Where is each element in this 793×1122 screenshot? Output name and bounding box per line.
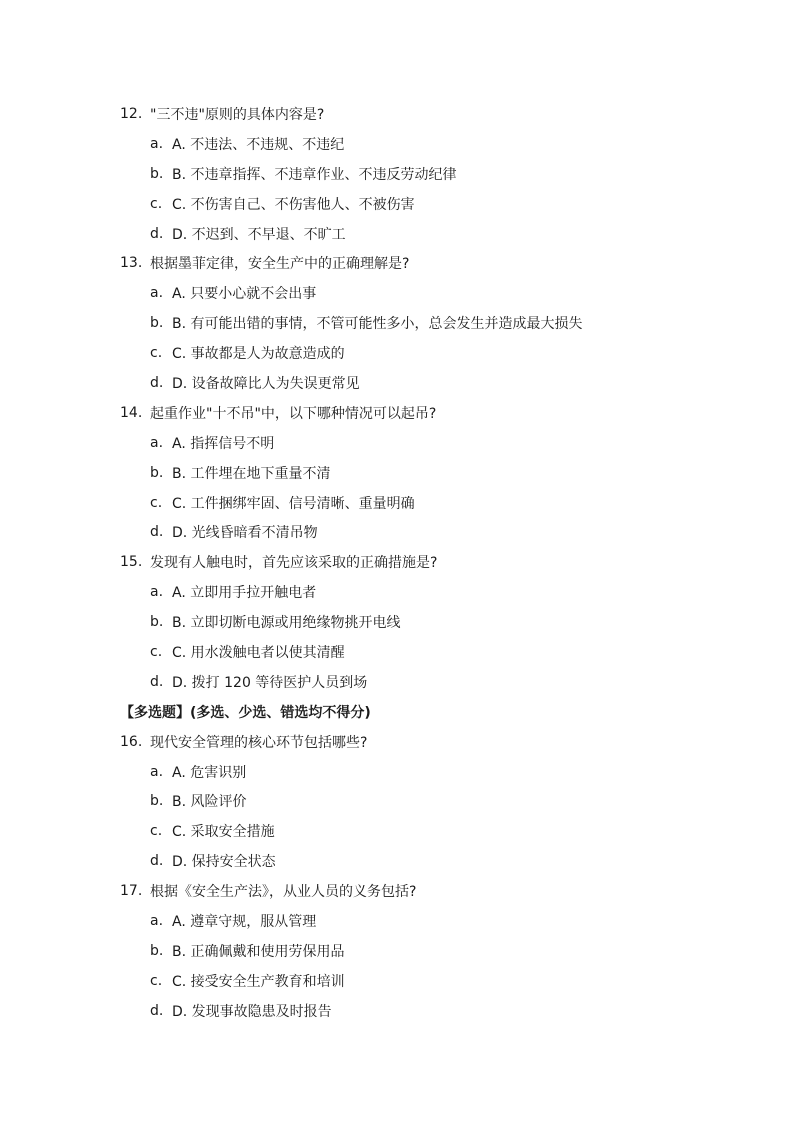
option-letter: d. bbox=[150, 374, 164, 391]
option-text: C. 工件捆绑牢固、信号清晰、重量明确 bbox=[172, 495, 415, 512]
question-text: 根据墨菲定律，安全生产中的正确理解是? bbox=[150, 256, 410, 273]
question-text: "三不违"原则的具体内容是? bbox=[150, 106, 325, 123]
option-letter: c. bbox=[150, 643, 163, 660]
option-letter: b. bbox=[150, 942, 164, 959]
question-text: 现代安全管理的核心环节包括哪些? bbox=[150, 734, 368, 751]
option-text: C. 不伤害自己、不伤害他人、不被伤害 bbox=[172, 196, 415, 213]
option-text: D. 发现事故隐患及时报告 bbox=[172, 1003, 332, 1020]
option-text: B. 不违章指挥、不违章作业、不违反劳动纪律 bbox=[172, 166, 457, 183]
option-letter: a. bbox=[150, 763, 164, 780]
option-17d bbox=[0, 996, 793, 1026]
option-14a bbox=[0, 428, 793, 458]
question-number: 14. bbox=[120, 404, 143, 421]
question-number: 15. bbox=[120, 554, 143, 571]
question-text: 根据《安全生产法》，从业人员的义务包括? bbox=[150, 884, 417, 901]
option-16a bbox=[0, 757, 793, 787]
option-text: B. 立即切断电源或用绝缘物挑开电线 bbox=[172, 615, 401, 632]
option-letter: c. bbox=[150, 195, 163, 212]
option-text: D. 不迟到、不早退、不旷工 bbox=[172, 226, 346, 243]
option-text: C. 用水泼触电者以使其清醒 bbox=[172, 644, 345, 661]
option-text: A. 指挥信号不明 bbox=[172, 435, 275, 452]
option-letter: d. bbox=[150, 1002, 164, 1019]
option-17a bbox=[0, 906, 793, 936]
question-number: 13. bbox=[120, 255, 143, 272]
option-text: A. 遵章守规，服从管理 bbox=[172, 913, 317, 930]
question-13 bbox=[0, 248, 793, 278]
option-text: C. 事故都是人为故意造成的 bbox=[172, 346, 345, 363]
option-12b bbox=[0, 159, 793, 189]
option-text: B. 正确佩戴和使用劳保用品 bbox=[172, 943, 345, 960]
option-letter: c. bbox=[150, 823, 163, 840]
question-17 bbox=[0, 876, 793, 906]
option-letter: d. bbox=[150, 853, 164, 870]
option-letter: a. bbox=[150, 912, 164, 929]
option-13a bbox=[0, 278, 793, 308]
option-letter: c. bbox=[150, 494, 163, 511]
option-letter: a. bbox=[150, 584, 164, 601]
question-text: 发现有人触电时，首先应该采取的正确措施是? bbox=[150, 555, 438, 572]
option-letter: d. bbox=[150, 524, 164, 541]
option-14d bbox=[0, 517, 793, 547]
option-text: C. 采取安全措施 bbox=[172, 824, 275, 841]
option-letter: a. bbox=[150, 285, 164, 302]
option-text: D. 设备故障比人为失误更常见 bbox=[172, 375, 360, 392]
option-letter: d. bbox=[150, 673, 164, 690]
option-12a bbox=[0, 129, 793, 159]
option-14b bbox=[0, 458, 793, 488]
question-number: 16. bbox=[120, 733, 143, 750]
question-16 bbox=[0, 727, 793, 757]
question-text: 起重作业"十不吊"中，以下哪种情况可以起吊? bbox=[150, 405, 437, 422]
option-17b bbox=[0, 936, 793, 966]
question-number: 17. bbox=[120, 883, 143, 900]
option-letter: c. bbox=[150, 972, 163, 989]
option-text: D. 保持安全状态 bbox=[172, 854, 276, 871]
question-14 bbox=[0, 398, 793, 428]
option-15d bbox=[0, 667, 793, 697]
option-text: A. 立即用手拉开触电者 bbox=[172, 585, 317, 602]
option-letter: b. bbox=[150, 614, 164, 631]
option-16d bbox=[0, 846, 793, 876]
option-16b bbox=[0, 786, 793, 816]
option-15b bbox=[0, 607, 793, 637]
option-letter: b. bbox=[150, 464, 164, 481]
option-13c bbox=[0, 338, 793, 368]
option-letter: c. bbox=[150, 345, 163, 362]
option-16c bbox=[0, 816, 793, 846]
option-letter: b. bbox=[150, 315, 164, 332]
option-text: B. 风险评价 bbox=[172, 794, 247, 811]
option-15c bbox=[0, 637, 793, 667]
option-17c bbox=[0, 966, 793, 996]
option-13d bbox=[0, 368, 793, 398]
option-letter: d. bbox=[150, 225, 164, 242]
option-text: A. 危害识别 bbox=[172, 764, 247, 781]
option-14c bbox=[0, 488, 793, 518]
option-text: D. 光线昏暗看不清吊物 bbox=[172, 525, 318, 542]
option-text: D. 拨打 120 等待医护人员到场 bbox=[172, 674, 368, 691]
option-letter: b. bbox=[150, 165, 164, 182]
option-13b bbox=[0, 308, 793, 338]
question-12 bbox=[0, 99, 793, 129]
option-12d bbox=[0, 219, 793, 249]
option-text: A. 只要小心就不会出事 bbox=[172, 286, 317, 303]
option-text: B. 工件埋在地下重量不清 bbox=[172, 465, 331, 482]
option-text: C. 接受安全生产教育和培训 bbox=[172, 973, 345, 990]
option-15a bbox=[0, 577, 793, 607]
option-letter: a. bbox=[150, 135, 164, 152]
question-15 bbox=[0, 547, 793, 577]
option-text: B. 有可能出错的事情，不管可能性多小，总会发生并造成最大损失 bbox=[172, 316, 583, 333]
section-heading-multi: 【多选题】(多选、少选、错选均不得分) bbox=[120, 704, 371, 721]
option-text: A. 不违法、不违规、不违纪 bbox=[172, 136, 345, 153]
option-12c bbox=[0, 189, 793, 219]
option-letter: b. bbox=[150, 793, 164, 810]
question-number: 12. bbox=[120, 105, 143, 122]
option-letter: a. bbox=[150, 434, 164, 451]
